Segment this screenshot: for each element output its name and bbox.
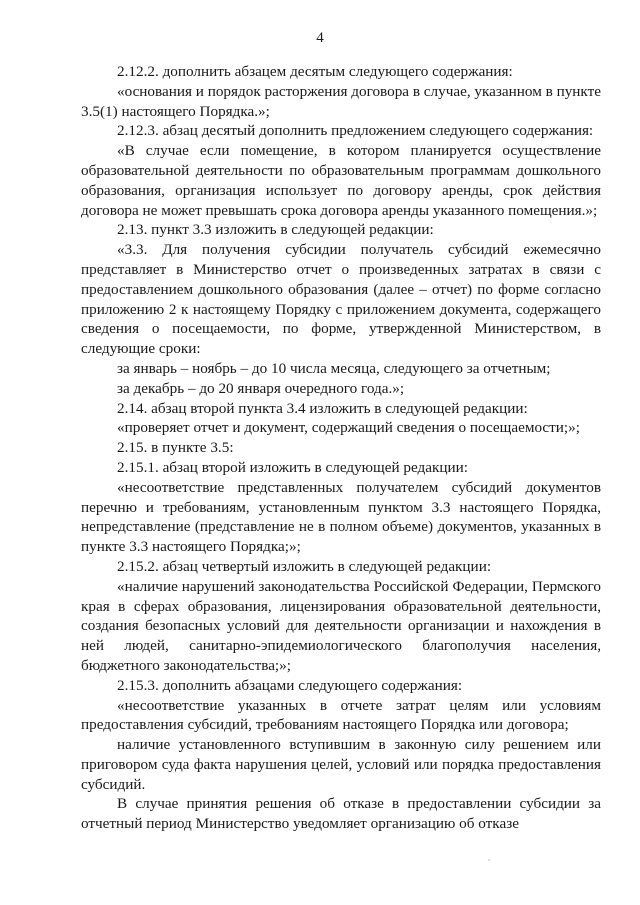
paragraph-quote-3-4: «проверяет отчет и документ, содержащий сведения о посещаемости;»;	[117, 419, 580, 437]
paragraph-quote-termination: «основания и порядок расторжения договора в случае, указанном в пункте 3.5(1) настоящего Порядка.»;	[81, 82, 601, 120]
paragraph-2-14: 2.14. абзац второй пункта 3.4 изложить в следующей редакции:	[117, 399, 528, 417]
paragraph-quote-lease: «В случае если помещение, в котором планируется осуществление образовательной деятельности по образовательным программам дошкольного образования, организация использует по договору аренды, срок действия договора не может превышать срока договора аренды указанного помещения.»;	[81, 142, 601, 219]
paragraph-2-15-1: 2.15.1. абзац второй изложить в следующей редакции:	[117, 458, 468, 476]
scan-speck	[488, 859, 490, 861]
paragraph-quote-3-3: «3.3. Для получения субсидии получатель субсидий ежемесячно представляет в Министерство отчет о произведенных затратах в связи с предоставлением дошкольного образования (далее – отчет) по форме согласно приложению 2 к настоящему Порядку с приложением документа, содержащего сведения о посещаемости, по форме, утвержденной Министерством, в следующие сроки:	[81, 241, 601, 358]
paragraph-deadline-jan-nov: за январь – ноябрь – до 10 числа месяца, следующего за отчетным;	[117, 359, 551, 377]
paragraph-2-15-2: 2.15.2. абзац четвертый изложить в следующей редакции:	[117, 557, 492, 575]
paragraph-refusal-notice: В случае принятия решения об отказе в предоставлении субсидии за отчетный период Министерство уведомляет организацию об отказе	[81, 795, 601, 833]
paragraph-quote-cost-mismatch: «несоответствие указанных в отчете затрат целям или условиям предоставления субсидий, требованиям настоящего Порядка или договора;	[81, 696, 601, 734]
paragraph-2-15-3: 2.15.3. дополнить абзацами следующего содержания:	[117, 676, 463, 694]
page-number: 4	[316, 30, 324, 46]
paragraph-2-12-3: 2.12.3. абзац десятый дополнить предложением следующего содержания:	[117, 122, 594, 140]
paragraph-2-12-2: 2.12.2. дополнить абзацем десятым следующего содержания:	[117, 63, 513, 80]
paragraph-quote-nonconformity: «несоответствие представленных получателем субсидий документов перечню и требованиям, установленным пунктом 3.3 настоящего Порядка, непредставление (представление не в полном объеме) документов, указанных в пункте 3.3 настоящего Порядка;»;	[81, 478, 601, 556]
paragraph-court-decision: наличие установленного вступившим в законную силу решением или приговором суда факта нарушения целей, условий или порядка предоставления субсидий.	[81, 736, 601, 793]
paragraph-quote-violations: «наличие нарушений законодательства Российской Федерации, Пермского края в сферах образования, лицензирования образовательной деятельности, создания безопасных условий для деятельности организации и нахождения в ней людей, санитарно-эпидемиологического благополучия населения, бюджетного законодательства;»;	[81, 577, 601, 674]
paragraph-2-13: 2.13. пункт 3.3 изложить в следующей редакции:	[117, 221, 434, 239]
document-body	[81, 62, 601, 834]
paragraph-2-15: 2.15. в пункте 3.5:	[117, 439, 234, 457]
paragraph-deadline-dec: за декабрь – до 20 января очередного года.»;	[117, 379, 405, 397]
